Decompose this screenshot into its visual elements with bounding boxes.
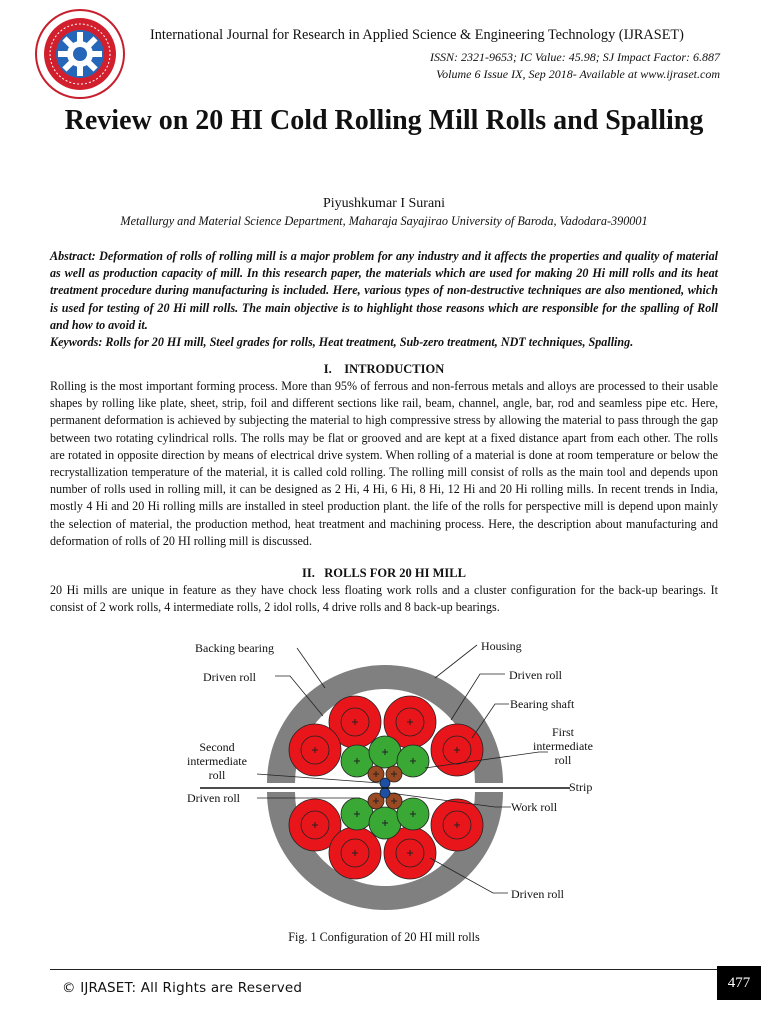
section-heading-rolls: II. ROLLS FOR 20 HI MILL: [302, 566, 466, 580]
label-driven-roll-bottom: Driven roll: [511, 887, 564, 901]
label-first-2: intermediate: [533, 739, 593, 753]
paper-title: Review on 20 HI Cold Rolling Mill Rolls and Spalling: [64, 105, 704, 136]
label-strip: Strip: [569, 780, 593, 794]
issn-line: ISSN: 2321-9653; IC Value: 45.98; SJ Impact Factor: 6.887: [430, 50, 720, 64]
label-second-2: intermediate: [187, 754, 247, 768]
label-first-3: roll: [554, 753, 572, 767]
label-second-1: Second: [199, 740, 235, 754]
label-work-roll: Work roll: [511, 800, 558, 814]
volume-line: Volume 6 Issue IX, Sep 2018- Available at www.ijraset.com: [436, 67, 720, 81]
label-housing: Housing: [481, 639, 522, 653]
keywords: Keywords: Rolls for 20 HI mill, Steel grades for rolls, Heat treatment, Sub-zero treatment, NDT techniques, Spalling.: [50, 335, 634, 350]
journal-logo: [34, 8, 126, 100]
label-driven-roll-left: Driven roll: [203, 670, 256, 684]
footer-rule: [50, 969, 718, 970]
label-second-3: roll: [208, 768, 226, 782]
abstract: [50, 248, 718, 351]
rolls-text: 20 Hi mills are unique in feature as they have chock less floating work rolls and a cluster configuration for the back-up bearings. It consist of 2 work rolls, 4 intermediate rolls, 2 idol rolls, 4 drive rolls and 8 back-up bearings.: [50, 583, 718, 615]
author-name: Piyushkumar I Surani: [322, 196, 446, 211]
label-bearing-shaft: Bearing shaft: [510, 697, 575, 711]
journal-name: International Journal for Research in Applied Science & Engineering Technology (IJRASET): [150, 27, 684, 43]
label-driven-roll-mid: Driven roll: [187, 791, 240, 805]
figure-caption: Fig. 1 Configuration of 20 HI mill rolls: [288, 930, 480, 944]
copyright-notice: © IJRASET: All Rights are Reserved: [62, 980, 303, 996]
rolling-mill-diagram: [175, 628, 595, 928]
page-number: 477: [717, 966, 761, 1000]
label-driven-roll-right: Driven roll: [509, 668, 562, 682]
abstract-text: Abstract: Deformation of rolls of rolling mill is a major problem for any industry and it affects the properties and quality of material as well as production capacity of mill. In this research paper, the materials which are used for making 20 Hi mill rolls and its heat treatment procedure during manufacturing is included. Here, various types of non-destructive techniques are also mentioned, which is used for testing of 20 Hi mill rolls. The main objective is to highlight those reasons which are responsible for the spalling of Roll and how to avoid it.: [50, 249, 718, 332]
label-first-1: First: [551, 725, 575, 739]
author-affiliation: Metallurgy and Material Science Department, Maharaja Sayajirao University of Baroda, Vadodara-390001: [120, 214, 648, 228]
section-heading-introduction: I. INTRODUCTION: [323, 362, 445, 376]
label-backing-bearing: Backing bearing: [195, 641, 274, 655]
introduction-text: Rolling is the most important forming process. More than 95% of ferrous and non-ferrous metals and alloys are processed to their usable shapes by rolling like plate, sheet, strip, foil and different sections like rail, beam, channel, angle, bar, rod and seamless pipe etc. Here, permanent deformation is achieved by subjecting the material to high compressive stress by allowing the material to pass through the gap between two rotating cylindrical rolls. The rolls may be flat or grooved and are kept at a fixed distance apart from each other. The rolls are rotated in opposite direction by means of electrical drive system. When rolling of a material is done at room temperature or below the recrystallization temperature of the material, it is called cold rolling. The rolling mill consist of rolls as the main tool and depends upon number of rolls used in rolling mill, it can be designed as 2 Hi, 4 Hi, 6 Hi, 8 Hi, 12 Hi and 20 Hi rolling mills. In recent trends in India, mostly 4 Hi and 20 Hi rolling mills are installed in steel production plant. the life of the rolls for perspective mill is depend upon mainly the selection of material, the production method, heat treatment and machining process. Here, the description about manufacturing and deformation of rolls of 20 HI rolling mill is discussed.: [50, 379, 718, 548]
